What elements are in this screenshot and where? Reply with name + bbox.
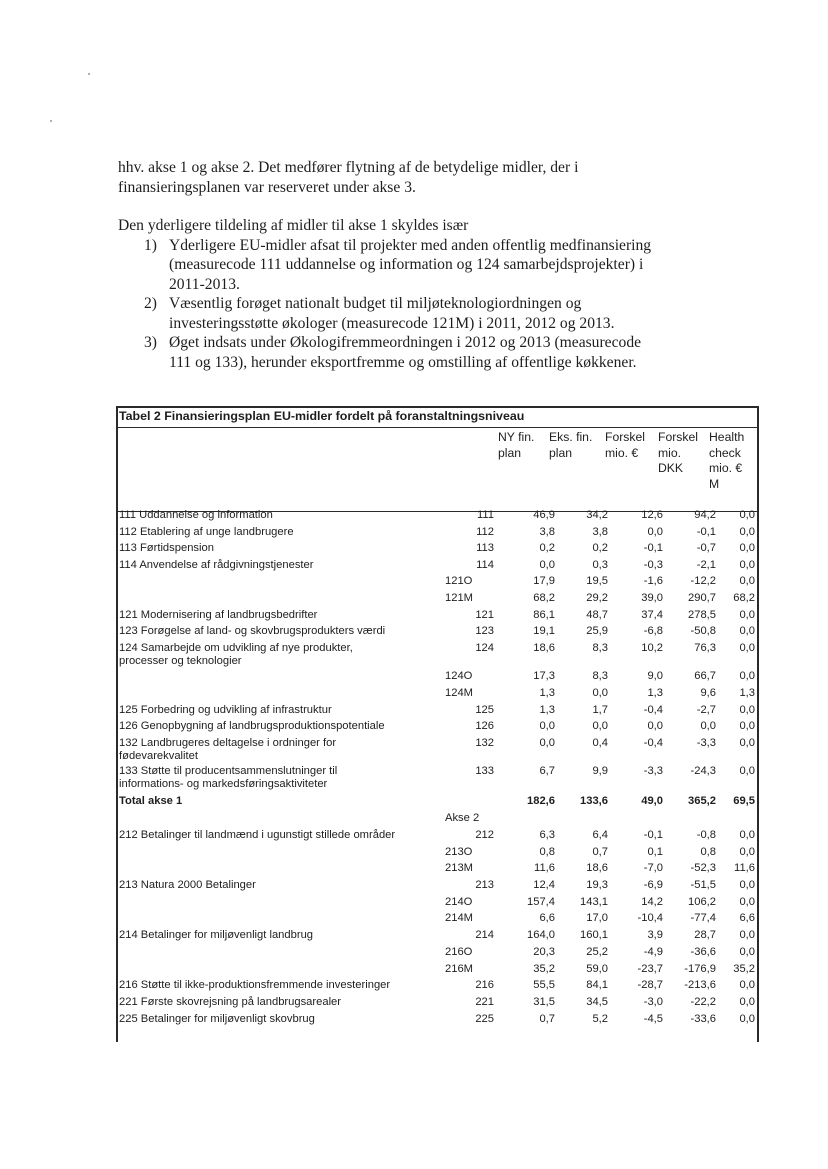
table-cell: -0,1	[643, 542, 663, 554]
table-cell: 28,7	[694, 929, 716, 941]
list-item-line: Yderligere EU-midler afsat til projekter med anden offentlig medfinansiering	[169, 236, 652, 254]
measure-code: 125	[475, 704, 494, 716]
table-cell: 8,3	[592, 642, 608, 654]
table-cell: -36,6	[690, 946, 716, 958]
table-cell: -6,8	[643, 625, 663, 637]
table-cell: -50,8	[690, 625, 716, 637]
measure-name: 114 Anvendelse af rådgivningstjenester	[119, 559, 314, 571]
measure-code: 124O	[445, 670, 473, 682]
measure-name: 225 Betalinger for miljøvenligt skovbrug	[119, 1013, 315, 1025]
table-cell: 1,3	[539, 704, 555, 716]
column-header-line: Eks. fin.	[549, 430, 593, 444]
measure-name: 126 Genopbygning af landbrugsproduktionspotentiale	[119, 720, 385, 732]
table-cell: 14,2	[641, 896, 663, 908]
table-cell: 17,0	[586, 912, 608, 924]
measure-code: Akse 2	[445, 812, 480, 824]
table-cell: -10,4	[637, 912, 663, 924]
list-item-line: (measurecode 111 uddannelse og information og 124 samarbejdsprojekter) i	[169, 256, 644, 273]
table-cell: 8,3	[592, 670, 608, 682]
column-header	[498, 430, 534, 461]
divider	[116, 427, 759, 428]
column-header-line: mio.	[658, 445, 682, 460]
table-cell: 0,1	[647, 846, 663, 858]
table-cell: 0,0	[739, 979, 755, 991]
column-header	[549, 430, 592, 461]
table-cell: 0,0	[647, 720, 663, 732]
measure-name: 133 Støtte til producentsammenslutninger til informations- og markedsføringsaktiviteter	[119, 765, 338, 790]
table-cell: 1,3	[739, 687, 755, 699]
table-cell: 0,0	[539, 720, 555, 732]
table-cell: 84,1	[586, 979, 608, 991]
table-cell: 17,9	[533, 575, 555, 587]
measure-name: 132 Landbrugeres deltagelse i ordninger for fødevarekvalitet	[119, 737, 337, 762]
table-cell: 0,0	[739, 509, 755, 521]
column-header-line: plan	[549, 445, 573, 460]
table-cell: 20,3	[533, 946, 555, 958]
table-cell: 0,0	[739, 642, 755, 654]
measure-name: 124 Samarbejde om udvikling af nye produkter, processer og teknologier	[119, 642, 353, 667]
table-cell: -52,3	[690, 862, 716, 874]
measure-name: 121 Modernisering af landbrugsbedrifter	[119, 609, 318, 621]
column-header-line: DKK	[658, 461, 684, 475]
table-cell: 25,2	[586, 946, 608, 958]
table-cell: 0,0	[539, 559, 555, 571]
table-cell: 0,0	[739, 526, 755, 538]
paragraph-line: hhv. akse 1 og akse 2. Det medfører flytning af de betydelige midler, der i	[118, 159, 579, 176]
table-cell: -0,3	[643, 559, 663, 571]
measure-name: 125 Forbedring og udvikling af infrastruktur	[119, 704, 332, 716]
list-item-line: Øget indsats under Økologifremmeordningen i 2012 og 2013 (measurecode	[169, 334, 642, 351]
column-header-line: mio. €	[605, 445, 639, 460]
table-cell: 18,6	[586, 862, 608, 874]
column-header-line: check	[709, 445, 741, 460]
table-cell: -2,1	[696, 559, 716, 571]
measure-code: 126	[475, 720, 494, 732]
table-cell: 17,3	[533, 670, 555, 682]
table-cell: 0,0	[700, 720, 716, 732]
table-cell: 19,3	[586, 879, 608, 891]
table-cell: 34,5	[586, 996, 608, 1008]
column-header	[605, 430, 645, 461]
table-cell: 86,1	[533, 609, 555, 621]
table-cell: 182,6	[527, 795, 555, 807]
measure-code: 132	[475, 737, 494, 749]
measure-code: 121	[475, 609, 494, 621]
measure-code: 216	[475, 979, 494, 991]
table-cell: 0,0	[739, 737, 755, 749]
table-cell: 0,0	[739, 846, 755, 858]
table-cell: 46,9	[533, 509, 555, 521]
table-cell: 9,0	[647, 670, 663, 682]
table-cell: -12,2	[690, 575, 716, 587]
table-cell: -51,5	[690, 879, 716, 891]
table-cell: -77,4	[690, 912, 716, 924]
measure-code: 213M	[445, 862, 473, 874]
table-cell: 0,0	[739, 879, 755, 891]
table-cell: 157,4	[527, 896, 555, 908]
table-cell: 94,2	[694, 509, 716, 521]
measure-code: 213O	[445, 846, 473, 858]
list-number: 2)	[144, 295, 157, 312]
table-cell: 12,4	[533, 879, 555, 891]
table-cell: 3,8	[539, 526, 555, 538]
table-cell: 164,0	[527, 929, 555, 941]
table-cell: 0,3	[592, 559, 608, 571]
column-header-line: NY fin.	[498, 430, 535, 444]
table-cell: -3,3	[696, 737, 716, 749]
measure-code: 121M	[445, 592, 473, 604]
table-cell: 0,0	[739, 575, 755, 587]
column-header-line: mio. €	[709, 461, 743, 475]
table-cell: 0,0	[739, 765, 755, 777]
table-cell: 31,5	[533, 996, 555, 1008]
table-cell: 76,3	[694, 642, 716, 654]
table-cell: -1,6	[643, 575, 663, 587]
table-cell: 68,2	[733, 592, 755, 604]
table-cell: 12,6	[641, 509, 663, 521]
list-number: 1)	[144, 236, 157, 254]
table-cell: 0,7	[539, 1013, 555, 1025]
table-cell: -213,6	[684, 979, 716, 991]
measure-name: 213 Natura 2000 Betalinger	[119, 879, 256, 891]
table-cell: -3,0	[643, 996, 663, 1008]
table-cell: 1,3	[539, 687, 555, 699]
paragraph-line: finansieringsplanen var reserveret under akse 3.	[118, 178, 416, 196]
body-text	[118, 158, 718, 372]
table-cell: 19,5	[586, 575, 608, 587]
measure-code: 213	[475, 879, 494, 891]
table-cell: -6,9	[643, 879, 663, 891]
table-cell: -0,4	[643, 737, 663, 749]
table-cell: 9,9	[592, 765, 608, 777]
table-cell: 0,4	[592, 737, 608, 749]
table-cell: 0,0	[739, 946, 755, 958]
measure-name: Total akse 1	[119, 795, 183, 807]
measure-name: 212 Betalinger til landmænd i ugunstigt stillede områder	[119, 829, 396, 841]
table-cell: -23,7	[637, 963, 663, 975]
table-cell: -24,3	[690, 765, 716, 777]
measure-code: 111	[476, 509, 494, 521]
table-cell: -22,2	[690, 996, 716, 1008]
table-cell: 35,2	[733, 963, 755, 975]
table-cell: 0,0	[739, 542, 755, 554]
table-cell: 0,7	[592, 846, 608, 858]
table-cell: 39,0	[641, 592, 663, 604]
list-item	[118, 333, 718, 372]
table-cell: 1,3	[647, 687, 663, 699]
measure-name: 123 Forøgelse af land- og skovbrugsprodukters værdi	[119, 625, 386, 637]
table-cell: 1,7	[592, 704, 608, 716]
list-item-line: 2011-2013.	[169, 275, 240, 293]
measure-code: 112	[476, 526, 494, 538]
measure-code: 214	[475, 929, 494, 941]
table-cell: -176,9	[684, 963, 716, 975]
measure-code: 221	[475, 996, 494, 1008]
table-cell: 9,6	[700, 687, 716, 699]
table-cell: 0,0	[739, 896, 755, 908]
table-cell: 0,0	[739, 929, 755, 941]
measure-code: 114	[476, 559, 494, 571]
column-header-line: M	[709, 476, 720, 491]
table-cell: 0,0	[739, 996, 755, 1008]
table-cell: 48,7	[586, 609, 608, 621]
table-cell: 278,5	[688, 609, 716, 621]
scan-speck	[50, 120, 52, 122]
table-cell: 0,8	[539, 846, 555, 858]
table-cell: 59,0	[586, 963, 608, 975]
measure-code: 216O	[445, 946, 473, 958]
table-cell: 5,2	[592, 1013, 608, 1025]
measure-code: 113	[476, 542, 494, 554]
table-cell: 55,5	[533, 979, 555, 991]
list-item-line: investeringsstøtte økologer (measurecode 121M) i 2011, 2012 og 2013.	[169, 314, 615, 332]
table-cell: 0,0	[739, 1013, 755, 1025]
table-cell: 6,7	[539, 765, 555, 777]
table-cell: 0,0	[647, 526, 663, 538]
table-cell: -0,4	[643, 704, 663, 716]
table-cell: 0,0	[739, 670, 755, 682]
column-header	[658, 430, 698, 477]
list-number: 3)	[144, 334, 157, 351]
table-cell: 0,0	[539, 737, 555, 749]
table-cell: 6,6	[539, 912, 555, 924]
list-item-line: Væsentlig forøget nationalt budget til miljøteknologiordningen og	[169, 295, 582, 312]
table-cell: -33,6	[690, 1013, 716, 1025]
measure-name: 112 Etablering af unge landbrugere	[119, 526, 294, 538]
measure-name: 216 Støtte til ikke-produktionsfremmende investeringer	[119, 979, 391, 991]
measure-code: 225	[475, 1013, 494, 1025]
table-cell: -2,7	[696, 704, 716, 716]
table-cell: 11,6	[734, 862, 755, 874]
table-cell: 0,8	[700, 846, 716, 858]
scan-speck	[88, 73, 90, 75]
table-cell: 0,0	[739, 720, 755, 732]
table-cell: -0,7	[696, 542, 716, 554]
column-header-line: Forskel	[658, 430, 698, 444]
table-cell: 66,7	[694, 670, 716, 682]
measure-name: 214 Betalinger for miljøvenligt landbrug	[119, 929, 314, 941]
table-cell: 0,2	[539, 542, 555, 554]
table-cell: 29,2	[586, 592, 608, 604]
measure-name: 113 Førtidspension	[119, 542, 214, 554]
table-cell: 6,3	[539, 829, 555, 841]
table-cell: 290,7	[688, 592, 716, 604]
table-title: Tabel 2 Finansieringsplan EU-midler fordelt på foranstaltningsniveau	[119, 409, 525, 423]
list-item	[118, 236, 718, 295]
table-cell: 34,2	[586, 509, 608, 521]
paragraph-intro: Den yderligere tildeling af midler til akse 1 skyldes især	[118, 217, 469, 234]
measure-code: 124	[475, 642, 494, 654]
list-item-line: 111 og 133), herunder eksportfremme og omstilling af offentlige køkkener.	[169, 353, 637, 371]
table-cell: 106,2	[688, 896, 716, 908]
table-cell: 0,0	[739, 704, 755, 716]
table-cell: 19,1	[533, 625, 555, 637]
measure-code: 123	[475, 625, 494, 637]
measure-code: 214O	[445, 896, 473, 908]
table-cell: 3,9	[647, 929, 663, 941]
column-header	[709, 430, 744, 492]
table-cell: 37,4	[641, 609, 663, 621]
table-cell: 6,6	[739, 912, 755, 924]
table-cell: -3,3	[643, 765, 663, 777]
measure-name: 221 Første skovrejsning på landbrugsarealer	[119, 996, 342, 1008]
table-cell: 0,0	[739, 625, 755, 637]
table-cell: -4,5	[643, 1013, 663, 1025]
table-cell: 11,6	[534, 862, 555, 874]
measure-code: 214M	[445, 912, 473, 924]
table-cell: 0,0	[739, 829, 755, 841]
table-cell: -28,7	[637, 979, 663, 991]
table-cell: 365,2	[688, 795, 716, 807]
measure-code: 212	[475, 829, 494, 841]
measure-code: 124M	[445, 687, 473, 699]
table-cell: 0,0	[592, 687, 608, 699]
table-cell: 49,0	[641, 795, 663, 807]
table-cell: 0,0	[592, 720, 608, 732]
table-cell: 0,0	[739, 559, 755, 571]
table-cell: -0,1	[643, 829, 663, 841]
measure-code: 216M	[445, 963, 473, 975]
table-cell: 3,8	[592, 526, 608, 538]
table-cell: 25,9	[586, 625, 608, 637]
list-item	[118, 294, 718, 333]
table-cell: 18,6	[533, 642, 555, 654]
table-cell: 6,4	[592, 829, 608, 841]
table-cell: 68,2	[533, 592, 555, 604]
measure-code: 121O	[445, 575, 473, 587]
table-cell: -0,1	[696, 526, 716, 538]
table-cell: 10,2	[641, 642, 663, 654]
table-cell: 35,2	[533, 963, 555, 975]
table-cell: -7,0	[643, 862, 663, 874]
table-cell: -0,8	[696, 829, 716, 841]
reason-list	[118, 236, 718, 373]
table-cell: 143,1	[580, 896, 608, 908]
column-header-line: plan	[498, 445, 522, 460]
table-cell: -4,9	[643, 946, 663, 958]
table-cell: 133,6	[580, 795, 608, 807]
table-cell: 160,1	[580, 929, 608, 941]
table-cell: 69,5	[733, 795, 755, 807]
measure-name: 111 Uddannelse og information	[119, 509, 273, 521]
table-cell: 0,0	[739, 609, 755, 621]
column-header-line: Health	[709, 430, 745, 444]
column-header-line: Forskel	[605, 430, 645, 444]
measure-code: 133	[475, 765, 494, 777]
table-cell: 0,2	[592, 542, 608, 554]
